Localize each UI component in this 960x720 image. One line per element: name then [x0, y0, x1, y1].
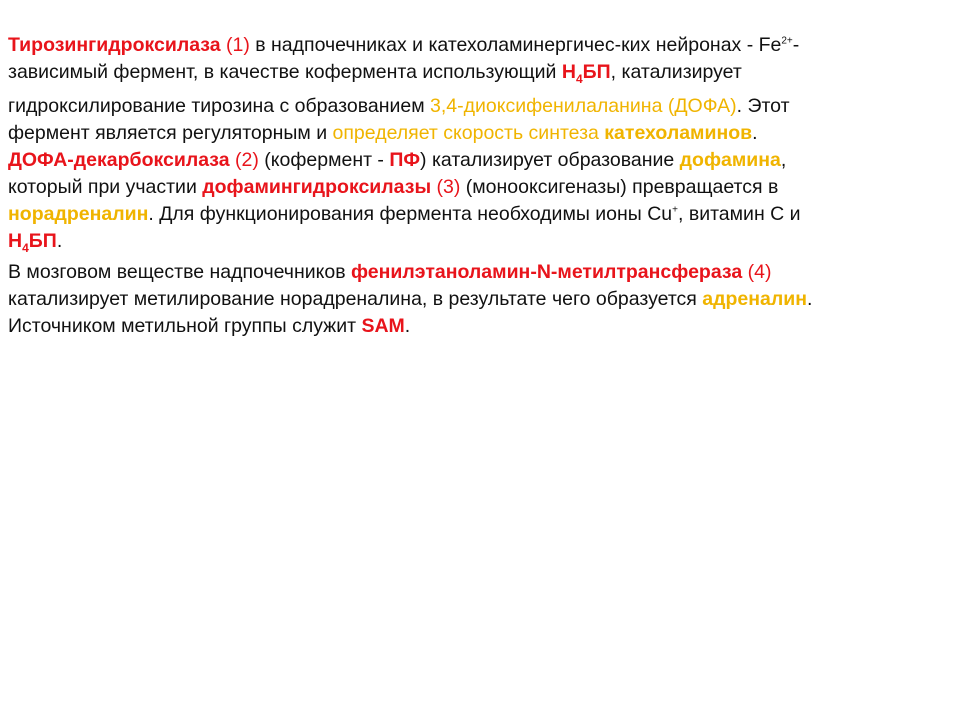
text-line: [8, 174, 952, 201]
text-segment: катализирует метилирование норадреналина, в результате чего образуется: [8, 288, 703, 310]
text-segment: определяет скорость синтеза: [332, 122, 605, 144]
text-segment: Тирозингидроксилаза: [8, 34, 221, 56]
text-segment: -: [792, 34, 800, 56]
text-segment: БП: [582, 61, 611, 83]
text-segment: 4: [575, 71, 583, 86]
text-segment: который при участии: [8, 176, 203, 198]
text-segment: (монооксигеназы) превращается в: [460, 176, 779, 198]
text-segment: дофамина: [679, 149, 781, 171]
text-segment: (3): [431, 176, 461, 198]
text-line: [8, 120, 952, 147]
text-segment: . Для функционирования фермента необходимы ионы Cu: [148, 203, 673, 225]
text-segment: SAM: [361, 315, 405, 337]
text-segment: ,: [780, 149, 787, 171]
text-segment: , катализирует: [610, 61, 742, 83]
text-line: [8, 259, 952, 286]
text-segment: .: [752, 122, 758, 144]
text-segment: в надпочечниках и катехоламинергичес-ких нейронах - Fe: [249, 34, 782, 56]
text-segment: БП: [28, 230, 57, 252]
text-segment: адреналин: [702, 288, 808, 310]
text-segment: (кофермент -: [258, 149, 390, 171]
text-segment: .: [807, 288, 813, 310]
text-segment: 2+: [781, 35, 793, 47]
text-segment: ) катализирует образование: [420, 149, 680, 171]
text-line: [8, 147, 952, 174]
text-segment: (1): [220, 34, 250, 56]
text-segment: ДОФА-декарбоксилаза: [8, 149, 230, 171]
text-line: [8, 313, 952, 340]
text-segment: гидроксилирование тирозина с образованием: [8, 95, 431, 117]
body-text: [8, 32, 952, 340]
text-segment: . Этот: [736, 95, 790, 117]
text-segment: .: [404, 315, 411, 337]
text-line: [8, 93, 952, 120]
text-line: [8, 286, 952, 313]
text-segment: (2): [229, 149, 259, 171]
text-segment: , витамин С и: [678, 203, 801, 225]
text-segment: ПФ: [389, 149, 421, 171]
text-segment: 3,4-диоксифенилаланина (ДОФА): [430, 95, 737, 117]
text-line: [8, 201, 952, 228]
text-segment: катехоламинов: [604, 122, 753, 144]
text-segment: (4): [742, 261, 772, 283]
text-segment: фермент является регуляторным и: [8, 122, 333, 144]
text-segment: зависимый фермент, в качестве кофермента использующий: [8, 61, 562, 83]
text-segment: норадреналин: [8, 203, 149, 225]
text-line: [8, 59, 952, 86]
text-segment: фенилэтаноламин-N-метилтрансфераза: [351, 261, 743, 283]
text-line: [8, 228, 952, 255]
text-segment: дофамингидроксилазы: [202, 176, 432, 198]
text-segment: Источником метильной группы служит: [8, 315, 362, 337]
text-segment: Н: [8, 230, 23, 252]
text-segment: В мозговом веществе надпочечников: [8, 261, 351, 283]
text-segment: +: [672, 204, 678, 216]
text-line: [8, 32, 952, 59]
text-segment: .: [56, 230, 63, 252]
text-segment: 4: [22, 240, 29, 255]
text-segment: Н: [561, 61, 576, 83]
